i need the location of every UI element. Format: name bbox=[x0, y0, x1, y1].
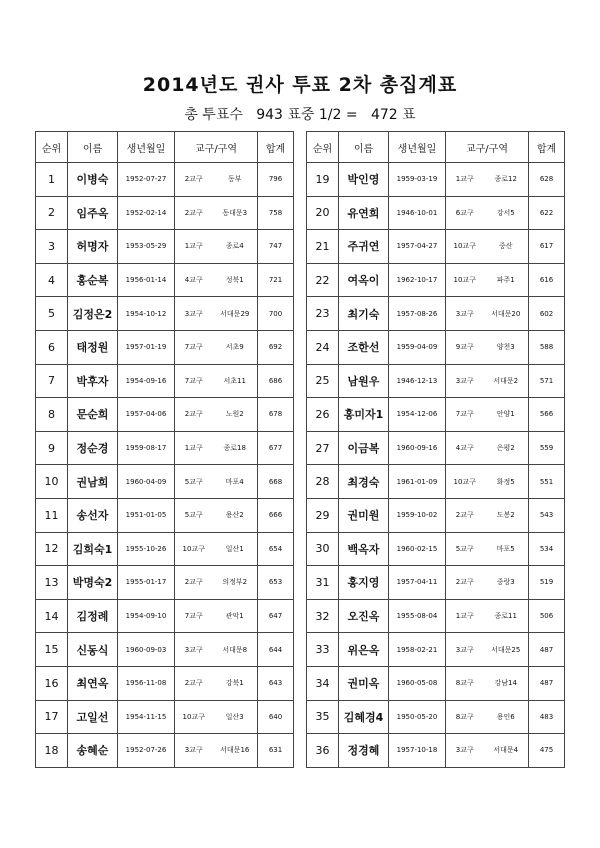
rank-cell: 25 bbox=[306, 364, 338, 398]
district-cell: 강서5 bbox=[483, 196, 528, 230]
district-cell: 은평2 bbox=[483, 431, 528, 465]
name-cell: 조한선 bbox=[338, 330, 388, 364]
rank-cell: 12 bbox=[36, 532, 68, 566]
church-cell: 8교구 bbox=[445, 700, 483, 734]
district-cell: 강북1 bbox=[213, 666, 258, 700]
church-cell: 10교구 bbox=[445, 263, 483, 297]
rank-cell: 35 bbox=[306, 700, 338, 734]
birth-cell: 1958-02-21 bbox=[388, 633, 445, 667]
total-cell: 668 bbox=[258, 465, 294, 499]
name-cell: 정순경 bbox=[68, 431, 118, 465]
district-cell: 파주1 bbox=[483, 263, 528, 297]
rank-cell: 6 bbox=[36, 330, 68, 364]
church-cell: 1교구 bbox=[175, 431, 213, 465]
birth-cell: 1946-12-13 bbox=[388, 364, 445, 398]
total-cell: 643 bbox=[258, 666, 294, 700]
total-cell: 622 bbox=[529, 196, 565, 230]
table-row bbox=[36, 196, 294, 230]
church-cell: 3교구 bbox=[175, 734, 213, 768]
church-cell: 5교구 bbox=[175, 498, 213, 532]
name-cell: 홍미자1 bbox=[338, 398, 388, 432]
church-cell: 5교구 bbox=[175, 465, 213, 499]
birth-cell: 1960-09-03 bbox=[118, 633, 175, 667]
total-cell: 475 bbox=[529, 734, 565, 768]
church-cell: 8교구 bbox=[445, 666, 483, 700]
total-cell: 519 bbox=[529, 566, 565, 600]
birth-cell: 1955-10-26 bbox=[118, 532, 175, 566]
name-cell: 문순희 bbox=[68, 398, 118, 432]
rank-cell: 19 bbox=[306, 163, 338, 197]
church-cell: 3교구 bbox=[175, 297, 213, 331]
rank-cell: 33 bbox=[306, 633, 338, 667]
birth-cell: 1954-09-16 bbox=[118, 364, 175, 398]
header-birth: 생년월일 bbox=[118, 132, 175, 163]
table-row bbox=[36, 498, 294, 532]
table-row bbox=[306, 297, 564, 331]
rank-cell: 21 bbox=[306, 230, 338, 264]
rank-cell: 31 bbox=[306, 566, 338, 600]
header-name: 이름 bbox=[338, 132, 388, 163]
rank-cell: 13 bbox=[36, 566, 68, 600]
district-cell: 화정5 bbox=[483, 465, 528, 499]
total-cell: 644 bbox=[258, 633, 294, 667]
birth-cell: 1957-04-06 bbox=[118, 398, 175, 432]
district-cell: 종로4 bbox=[213, 230, 258, 264]
name-cell: 임주옥 bbox=[68, 196, 118, 230]
church-cell: 2교구 bbox=[175, 196, 213, 230]
birth-cell: 1957-04-27 bbox=[388, 230, 445, 264]
rank-cell: 1 bbox=[36, 163, 68, 197]
total-cell: 571 bbox=[529, 364, 565, 398]
name-cell: 이병숙 bbox=[68, 163, 118, 197]
table-row bbox=[36, 532, 294, 566]
district-cell: 관악1 bbox=[213, 599, 258, 633]
table-row bbox=[306, 230, 564, 264]
birth-cell: 1959-04-09 bbox=[388, 330, 445, 364]
total-cell: 559 bbox=[529, 431, 565, 465]
name-cell: 고일선 bbox=[68, 700, 118, 734]
church-cell: 2교구 bbox=[175, 566, 213, 600]
total-cell: 616 bbox=[529, 263, 565, 297]
total-cell: 628 bbox=[529, 163, 565, 197]
name-cell: 김정은2 bbox=[68, 297, 118, 331]
header-church-area: 교구/구역 bbox=[175, 132, 258, 163]
total-cell: 686 bbox=[258, 364, 294, 398]
district-cell: 용인6 bbox=[483, 700, 528, 734]
total-cell: 653 bbox=[258, 566, 294, 600]
total-cell: 566 bbox=[529, 398, 565, 432]
church-cell: 3교구 bbox=[175, 633, 213, 667]
rank-cell: 23 bbox=[306, 297, 338, 331]
church-cell: 3교구 bbox=[445, 297, 483, 331]
results-board bbox=[35, 131, 565, 758]
birth-cell: 1955-08-04 bbox=[388, 599, 445, 633]
church-cell: 3교구 bbox=[445, 734, 483, 768]
district-cell: 중산 bbox=[483, 230, 528, 264]
table-row bbox=[306, 700, 564, 734]
total-cell: 640 bbox=[258, 700, 294, 734]
church-cell: 4교구 bbox=[175, 263, 213, 297]
table-row bbox=[306, 498, 564, 532]
rank-cell: 34 bbox=[306, 666, 338, 700]
table-row bbox=[36, 263, 294, 297]
church-cell: 10교구 bbox=[175, 700, 213, 734]
district-cell: 안양1 bbox=[483, 398, 528, 432]
rank-cell: 30 bbox=[306, 532, 338, 566]
church-cell: 2교구 bbox=[175, 398, 213, 432]
birth-cell: 1957-08-26 bbox=[388, 297, 445, 331]
district-cell: 서대문20 bbox=[483, 297, 528, 331]
name-cell: 최연옥 bbox=[68, 666, 118, 700]
name-cell: 여옥이 bbox=[338, 263, 388, 297]
name-cell: 위은옥 bbox=[338, 633, 388, 667]
name-cell: 박후자 bbox=[68, 364, 118, 398]
name-cell: 최기숙 bbox=[338, 297, 388, 331]
birth-cell: 1951-01-05 bbox=[118, 498, 175, 532]
name-cell: 송혜순 bbox=[68, 734, 118, 768]
birth-cell: 1955-01-17 bbox=[118, 566, 175, 600]
header-row bbox=[306, 132, 564, 163]
district-cell: 종로11 bbox=[483, 599, 528, 633]
birth-cell: 1957-01-19 bbox=[118, 330, 175, 364]
rank-cell: 8 bbox=[36, 398, 68, 432]
rank-cell: 17 bbox=[36, 700, 68, 734]
total-cell: 588 bbox=[529, 330, 565, 364]
total-cell: 487 bbox=[529, 666, 565, 700]
table-row bbox=[306, 566, 564, 600]
total-cell: 617 bbox=[529, 230, 565, 264]
district-cell: 서초11 bbox=[213, 364, 258, 398]
table-row bbox=[36, 330, 294, 364]
header-rank: 순위 bbox=[36, 132, 68, 163]
rank-cell: 9 bbox=[36, 431, 68, 465]
name-cell: 허명자 bbox=[68, 230, 118, 264]
total-cell: 677 bbox=[258, 431, 294, 465]
name-cell: 정경혜 bbox=[338, 734, 388, 768]
table-row bbox=[36, 566, 294, 600]
rank-cell: 7 bbox=[36, 364, 68, 398]
rank-cell: 26 bbox=[306, 398, 338, 432]
district-cell: 동부 bbox=[213, 163, 258, 197]
district-cell: 의정부2 bbox=[213, 566, 258, 600]
district-cell: 마포4 bbox=[213, 465, 258, 499]
birth-cell: 1957-04-11 bbox=[388, 566, 445, 600]
name-cell: 최경숙 bbox=[338, 465, 388, 499]
rank-cell: 16 bbox=[36, 666, 68, 700]
district-cell: 도봉2 bbox=[483, 498, 528, 532]
church-cell: 2교구 bbox=[175, 666, 213, 700]
total-cell: 551 bbox=[529, 465, 565, 499]
birth-cell: 1961-01-09 bbox=[388, 465, 445, 499]
district-cell: 일산3 bbox=[213, 700, 258, 734]
birth-cell: 1962-10-17 bbox=[388, 263, 445, 297]
church-cell: 7교구 bbox=[445, 398, 483, 432]
name-cell: 김정례 bbox=[68, 599, 118, 633]
church-cell: 1교구 bbox=[175, 230, 213, 264]
total-cell: 543 bbox=[529, 498, 565, 532]
district-cell: 서대문2 bbox=[483, 364, 528, 398]
total-cell: 506 bbox=[529, 599, 565, 633]
total-cell: 721 bbox=[258, 263, 294, 297]
district-cell: 양천3 bbox=[483, 330, 528, 364]
table-row bbox=[306, 599, 564, 633]
table-row bbox=[306, 196, 564, 230]
header-name: 이름 bbox=[68, 132, 118, 163]
rank-cell: 32 bbox=[306, 599, 338, 633]
rank-cell: 27 bbox=[306, 431, 338, 465]
district-cell: 동대문3 bbox=[213, 196, 258, 230]
rank-cell: 5 bbox=[36, 297, 68, 331]
table-row bbox=[36, 633, 294, 667]
total-cell: 747 bbox=[258, 230, 294, 264]
district-cell: 서대문4 bbox=[483, 734, 528, 768]
header-total: 합계 bbox=[529, 132, 565, 163]
church-cell: 7교구 bbox=[175, 364, 213, 398]
church-cell: 10교구 bbox=[175, 532, 213, 566]
rank-cell: 28 bbox=[306, 465, 338, 499]
district-cell: 종로18 bbox=[213, 431, 258, 465]
table-row bbox=[36, 700, 294, 734]
rank-cell: 11 bbox=[36, 498, 68, 532]
name-cell: 박인영 bbox=[338, 163, 388, 197]
header-rank: 순위 bbox=[306, 132, 338, 163]
birth-cell: 1956-11-08 bbox=[118, 666, 175, 700]
name-cell: 권남희 bbox=[68, 465, 118, 499]
birth-cell: 1957-10-18 bbox=[388, 734, 445, 768]
results-table-left bbox=[35, 131, 294, 768]
birth-cell: 1960-04-09 bbox=[118, 465, 175, 499]
total-cell: 534 bbox=[529, 532, 565, 566]
name-cell: 권미옥 bbox=[338, 666, 388, 700]
district-cell: 성북1 bbox=[213, 263, 258, 297]
rank-cell: 36 bbox=[306, 734, 338, 768]
birth-cell: 1959-03-19 bbox=[388, 163, 445, 197]
name-cell: 이금복 bbox=[338, 431, 388, 465]
church-cell: 10교구 bbox=[445, 230, 483, 264]
church-cell: 1교구 bbox=[445, 599, 483, 633]
name-cell: 송선자 bbox=[68, 498, 118, 532]
left-rows bbox=[36, 163, 294, 768]
table-row bbox=[36, 599, 294, 633]
district-cell: 서대문8 bbox=[213, 633, 258, 667]
total-cell: 654 bbox=[258, 532, 294, 566]
district-cell: 강남14 bbox=[483, 666, 528, 700]
birth-cell: 1952-07-26 bbox=[118, 734, 175, 768]
total-cell: 631 bbox=[258, 734, 294, 768]
church-cell: 3교구 bbox=[445, 633, 483, 667]
birth-cell: 1952-02-14 bbox=[118, 196, 175, 230]
district-cell: 서대문16 bbox=[213, 734, 258, 768]
total-cell: 602 bbox=[529, 297, 565, 331]
table-row bbox=[36, 230, 294, 264]
total-cell: 647 bbox=[258, 599, 294, 633]
name-cell: 홍지영 bbox=[338, 566, 388, 600]
vote-summary: 총 투표수 943 표중 1/2 = 472 표 bbox=[184, 107, 416, 123]
birth-cell: 1954-12-06 bbox=[388, 398, 445, 432]
name-cell: 태정원 bbox=[68, 330, 118, 364]
table-row bbox=[306, 163, 564, 197]
table-row bbox=[306, 364, 564, 398]
birth-cell: 1956-01-14 bbox=[118, 263, 175, 297]
table-row bbox=[36, 666, 294, 700]
birth-cell: 1954-11-15 bbox=[118, 700, 175, 734]
name-cell: 박명숙2 bbox=[68, 566, 118, 600]
table-row bbox=[306, 431, 564, 465]
name-cell: 남원우 bbox=[338, 364, 388, 398]
table-row bbox=[36, 297, 294, 331]
total-cell: 666 bbox=[258, 498, 294, 532]
district-cell: 서초9 bbox=[213, 330, 258, 364]
church-cell: 2교구 bbox=[445, 566, 483, 600]
district-cell: 용산2 bbox=[213, 498, 258, 532]
district-cell: 마포5 bbox=[483, 532, 528, 566]
district-cell: 일산1 bbox=[213, 532, 258, 566]
table-row bbox=[306, 398, 564, 432]
total-cell: 796 bbox=[258, 163, 294, 197]
rank-cell: 10 bbox=[36, 465, 68, 499]
table-row bbox=[306, 465, 564, 499]
birth-cell: 1954-10-12 bbox=[118, 297, 175, 331]
church-cell: 9교구 bbox=[445, 330, 483, 364]
church-cell: 7교구 bbox=[175, 599, 213, 633]
church-cell: 4교구 bbox=[445, 431, 483, 465]
table-row bbox=[306, 633, 564, 667]
church-cell: 10교구 bbox=[445, 465, 483, 499]
birth-cell: 1950-05-20 bbox=[388, 700, 445, 734]
table-row bbox=[306, 532, 564, 566]
right-rows bbox=[306, 163, 564, 768]
church-cell: 6교구 bbox=[445, 196, 483, 230]
church-cell: 5교구 bbox=[445, 532, 483, 566]
table-row bbox=[36, 398, 294, 432]
table-row bbox=[36, 465, 294, 499]
total-cell: 758 bbox=[258, 196, 294, 230]
name-cell: 홍순복 bbox=[68, 263, 118, 297]
district-cell: 서대문29 bbox=[213, 297, 258, 331]
header-church-area: 교구/구역 bbox=[445, 132, 528, 163]
name-cell: 권미원 bbox=[338, 498, 388, 532]
rank-cell: 2 bbox=[36, 196, 68, 230]
birth-cell: 1959-08-17 bbox=[118, 431, 175, 465]
table-row bbox=[36, 431, 294, 465]
table-row bbox=[306, 734, 564, 768]
table-row bbox=[36, 734, 294, 768]
birth-cell: 1953-05-29 bbox=[118, 230, 175, 264]
total-cell: 692 bbox=[258, 330, 294, 364]
table-row bbox=[36, 364, 294, 398]
name-cell: 김혜경4 bbox=[338, 700, 388, 734]
birth-cell: 1952-07-27 bbox=[118, 163, 175, 197]
rank-cell: 20 bbox=[306, 196, 338, 230]
name-cell: 주귀연 bbox=[338, 230, 388, 264]
district-cell: 종로12 bbox=[483, 163, 528, 197]
church-cell: 3교구 bbox=[445, 364, 483, 398]
rank-cell: 14 bbox=[36, 599, 68, 633]
name-cell: 오진옥 bbox=[338, 599, 388, 633]
name-cell: 백옥자 bbox=[338, 532, 388, 566]
results-table-right bbox=[306, 131, 565, 768]
header-total: 합계 bbox=[258, 132, 294, 163]
rank-cell: 29 bbox=[306, 498, 338, 532]
rank-cell: 22 bbox=[306, 263, 338, 297]
table-row bbox=[306, 330, 564, 364]
church-cell: 7교구 bbox=[175, 330, 213, 364]
birth-cell: 1946-10-01 bbox=[388, 196, 445, 230]
church-cell: 2교구 bbox=[445, 498, 483, 532]
rank-cell: 4 bbox=[36, 263, 68, 297]
table-row bbox=[36, 163, 294, 197]
total-cell: 487 bbox=[529, 633, 565, 667]
header-row bbox=[36, 132, 294, 163]
church-cell: 1교구 bbox=[445, 163, 483, 197]
rank-cell: 3 bbox=[36, 230, 68, 264]
birth-cell: 1960-09-16 bbox=[388, 431, 445, 465]
header-birth: 생년월일 bbox=[388, 132, 445, 163]
birth-cell: 1960-02-15 bbox=[388, 532, 445, 566]
total-cell: 678 bbox=[258, 398, 294, 432]
rank-cell: 18 bbox=[36, 734, 68, 768]
district-cell: 중랑3 bbox=[483, 566, 528, 600]
total-cell: 700 bbox=[258, 297, 294, 331]
table-row bbox=[306, 263, 564, 297]
table-row bbox=[306, 666, 564, 700]
birth-cell: 1954-09-10 bbox=[118, 599, 175, 633]
page-title: 2014년도 권사 투표 2차 총집계표 bbox=[142, 74, 458, 96]
total-cell: 483 bbox=[529, 700, 565, 734]
district-cell: 노원2 bbox=[213, 398, 258, 432]
rank-cell: 24 bbox=[306, 330, 338, 364]
church-cell: 2교구 bbox=[175, 163, 213, 197]
name-cell: 신동식 bbox=[68, 633, 118, 667]
rank-cell: 15 bbox=[36, 633, 68, 667]
district-cell: 서대문25 bbox=[483, 633, 528, 667]
birth-cell: 1959-10-02 bbox=[388, 498, 445, 532]
name-cell: 김희숙1 bbox=[68, 532, 118, 566]
name-cell: 유연희 bbox=[338, 196, 388, 230]
birth-cell: 1960-05-08 bbox=[388, 666, 445, 700]
